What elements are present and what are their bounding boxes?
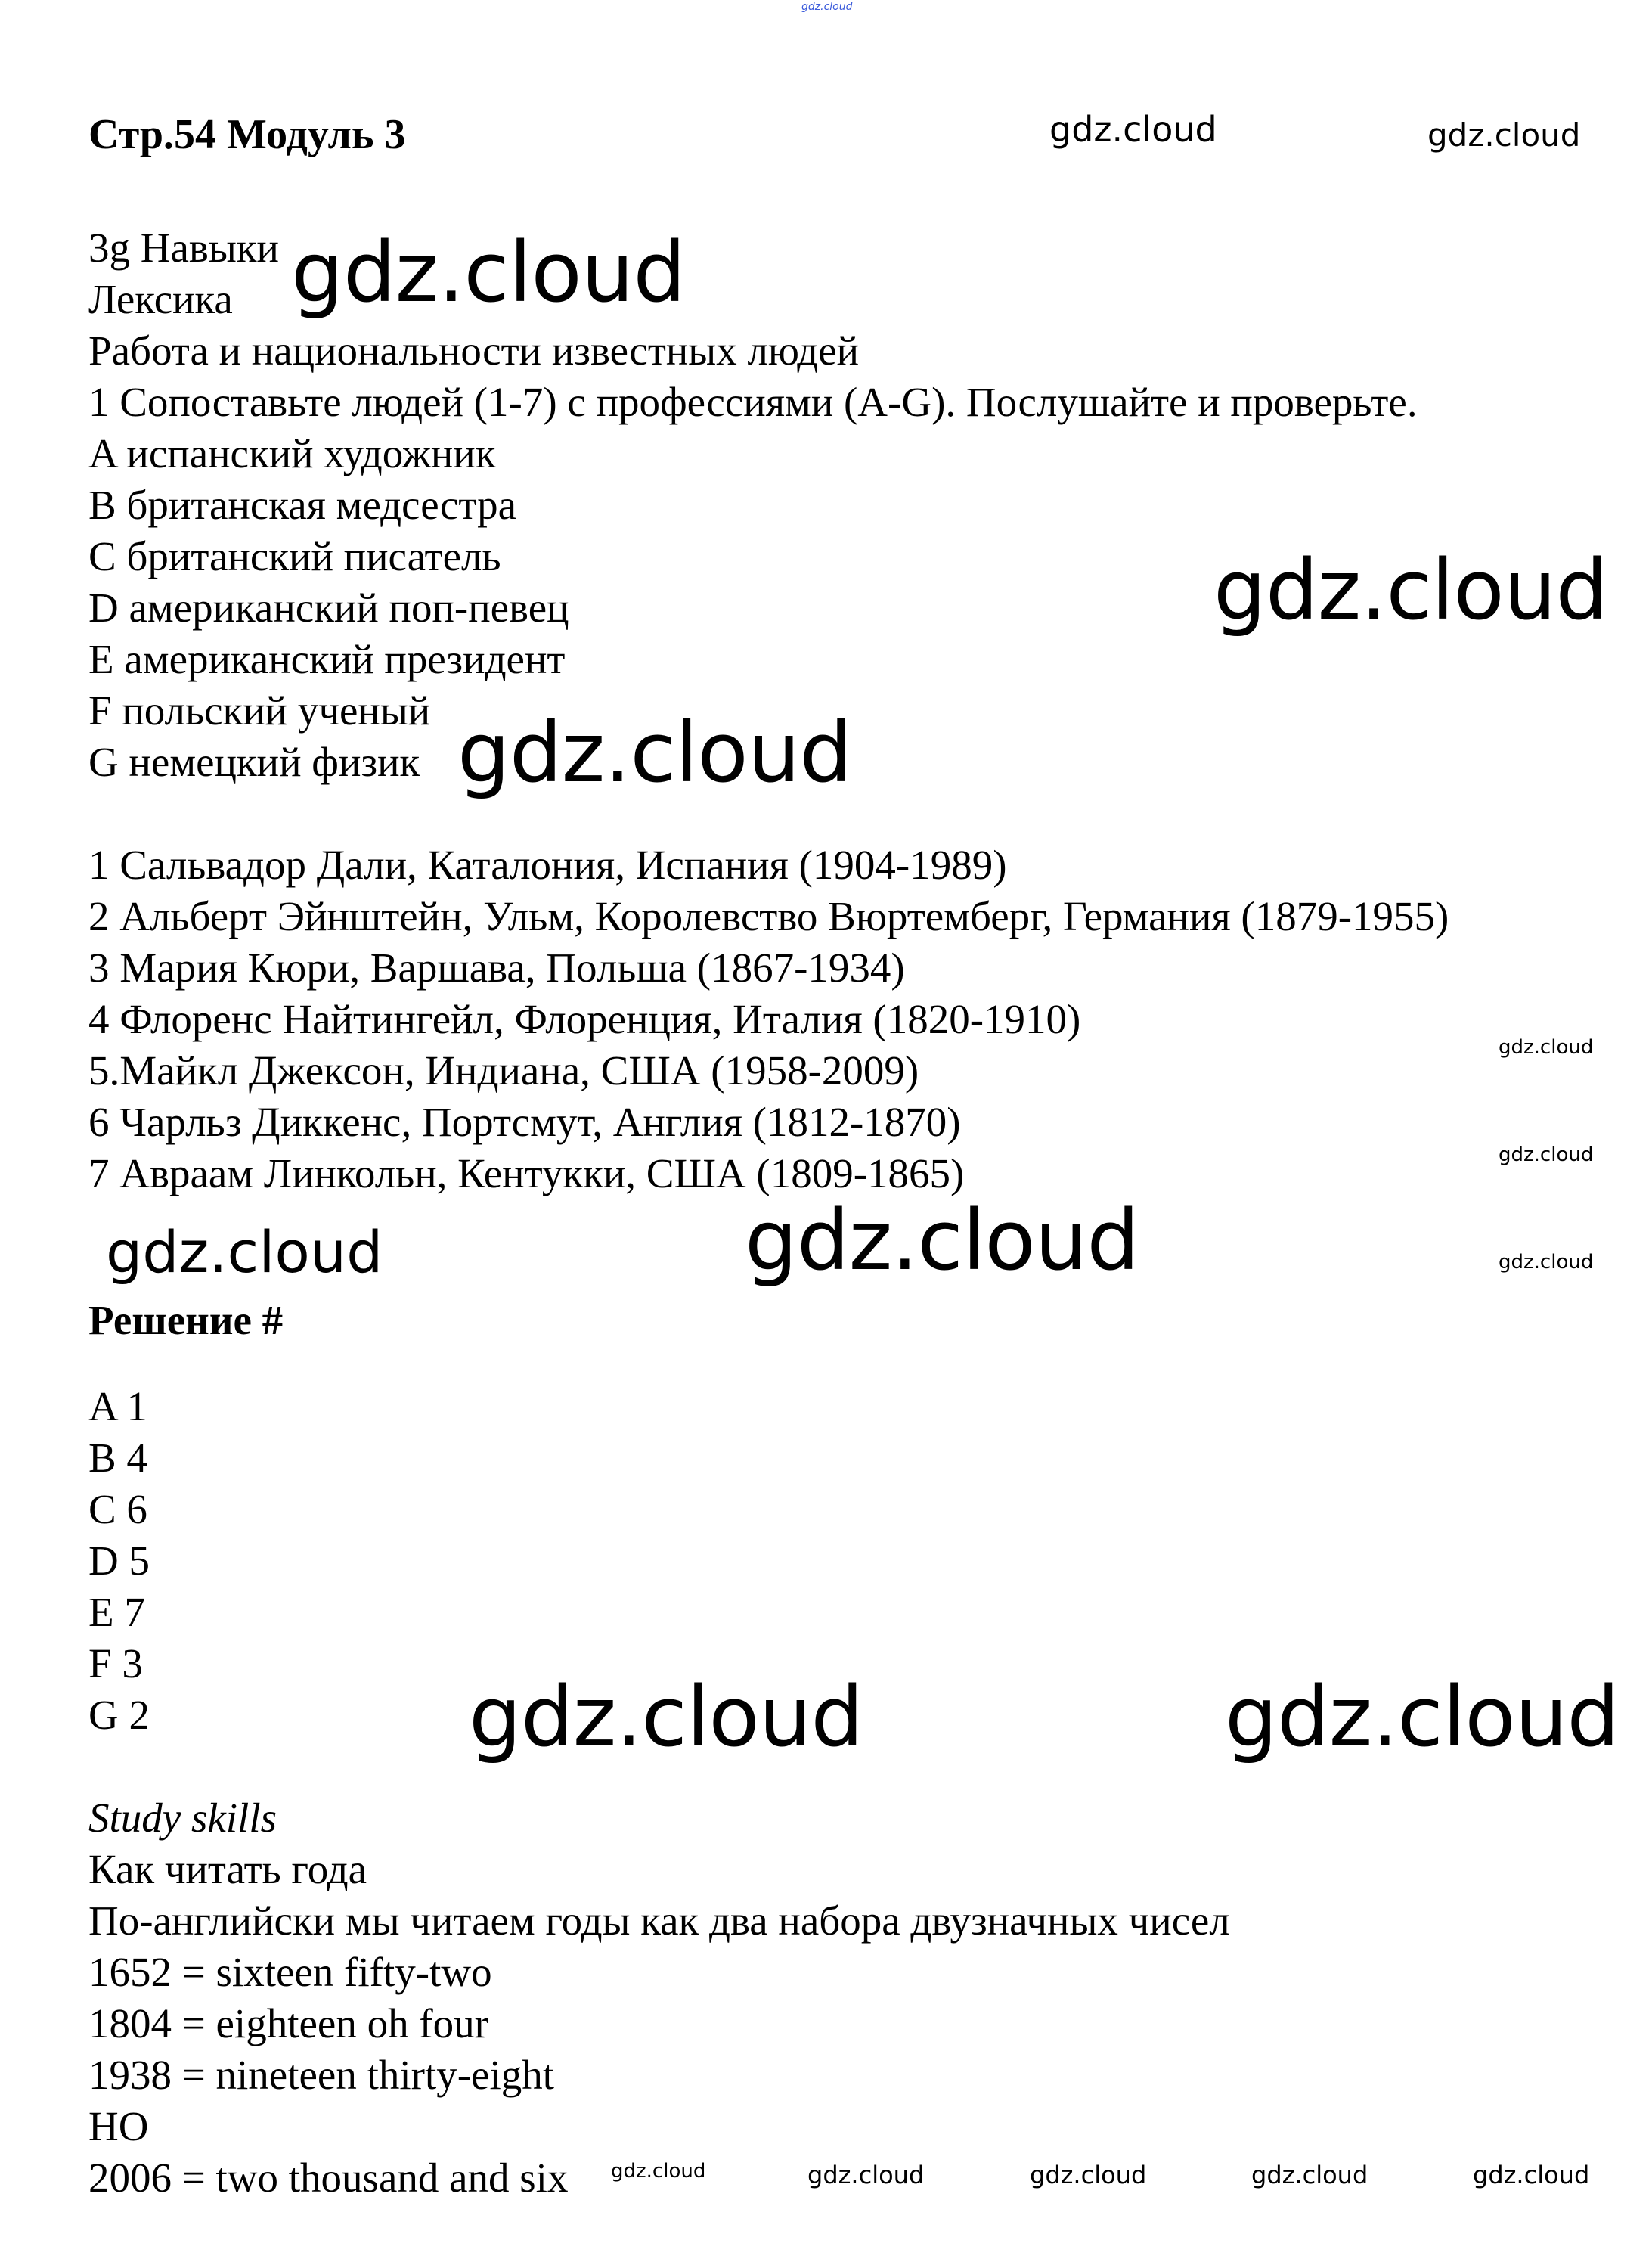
option-d: D американский поп-певец [88, 585, 569, 631]
watermark: gdz.cloud [457, 704, 852, 801]
answer-c: C 6 [88, 1486, 147, 1532]
study-title: Как читать года [88, 1846, 367, 1892]
watermark: gdz.cloud [1225, 1668, 1619, 1765]
answer-d: D 5 [88, 1537, 150, 1584]
watermark: gdz.cloud [1049, 109, 1217, 150]
option-c: C британский писатель [88, 533, 501, 579]
watermark: gdz.cloud [106, 1218, 383, 1286]
watermark: gdz.cloud [1427, 116, 1581, 154]
example-2: 1804 = eighteen oh four [88, 2000, 488, 2046]
watermark: gdz.cloud [1473, 2161, 1590, 2189]
person-7: 7 Авраам Линкольн, Кентукки, США (1809-1865) [88, 1150, 965, 1196]
option-e: E американский президент [88, 636, 566, 682]
watermark: gdz.cloud [611, 2160, 706, 2183]
example-1: 1652 = sixteen fifty-two [88, 1949, 492, 1995]
option-b: B британская медсестра [88, 482, 517, 528]
solution-heading: Решение # [88, 1297, 284, 1343]
option-f: F польский ученый [88, 687, 431, 734]
watermark: gdz.cloud [1213, 541, 1608, 638]
person-6: 6 Чарльз Диккенс, Портсмут, Англия (1812-1870) [88, 1099, 961, 1145]
section-subtitle: Лексика [88, 276, 233, 322]
person-2: 2 Альберт Эйнштейн, Ульм, Королевство Вюртемберг, Германия (1879-1955) [88, 893, 1449, 939]
person-4: 4 Флоренс Найтингейл, Флоренция, Италия (1820-1910) [88, 996, 1081, 1042]
option-a: A испанский художник [88, 430, 496, 476]
page-title: Стр.54 Модуль 3 [88, 111, 406, 158]
watermark: gdz.cloud [1499, 1036, 1594, 1059]
example-4: 2006 = two thousand and six [88, 2155, 569, 2201]
watermark: gdz.cloud [1499, 1251, 1594, 1274]
watermark: gdz.cloud [469, 1668, 863, 1765]
study-intro: По-английски мы читаем годы как два набора двузначных чисел [88, 1897, 1230, 1944]
watermark: gdz.cloud [807, 2161, 925, 2189]
watermark: gdz.cloud [1251, 2161, 1368, 2189]
watermark: gdz.cloud [1499, 1143, 1594, 1166]
answer-f: F 3 [88, 1640, 143, 1686]
person-5: 5.Майкл Джексон, Индиана, США (1958-2009) [88, 1047, 919, 1094]
example-3: 1938 = nineteen thirty-eight [88, 2052, 555, 2098]
option-g: G немецкий физик [88, 739, 420, 785]
section-code: 3g Навыки [88, 225, 279, 271]
watermark: gdz.cloud [291, 224, 686, 321]
answer-a: A 1 [88, 1383, 147, 1429]
study-heading: Study skills [88, 1795, 277, 1841]
answer-g: G 2 [88, 1692, 150, 1738]
answer-e: E 7 [88, 1589, 145, 1635]
watermark-top: gdz.cloud [801, 1, 853, 13]
watermark: gdz.cloud [745, 1192, 1139, 1289]
section-topic: Работа и национальности известных людей [88, 327, 860, 374]
person-1: 1 Сальвадор Дали, Каталония, Испания (1904-1989) [88, 842, 1007, 888]
task-instruction: 1 Сопоставьте людей (1-7) с профессиями (A-G). Послушайте и проверьте. [88, 379, 1418, 425]
example-note: НО [88, 2103, 149, 2149]
person-3: 3 Мария Кюри, Варшава, Польша (1867-1934) [88, 945, 905, 991]
answer-b: B 4 [88, 1435, 147, 1481]
watermark: gdz.cloud [1030, 2161, 1147, 2189]
